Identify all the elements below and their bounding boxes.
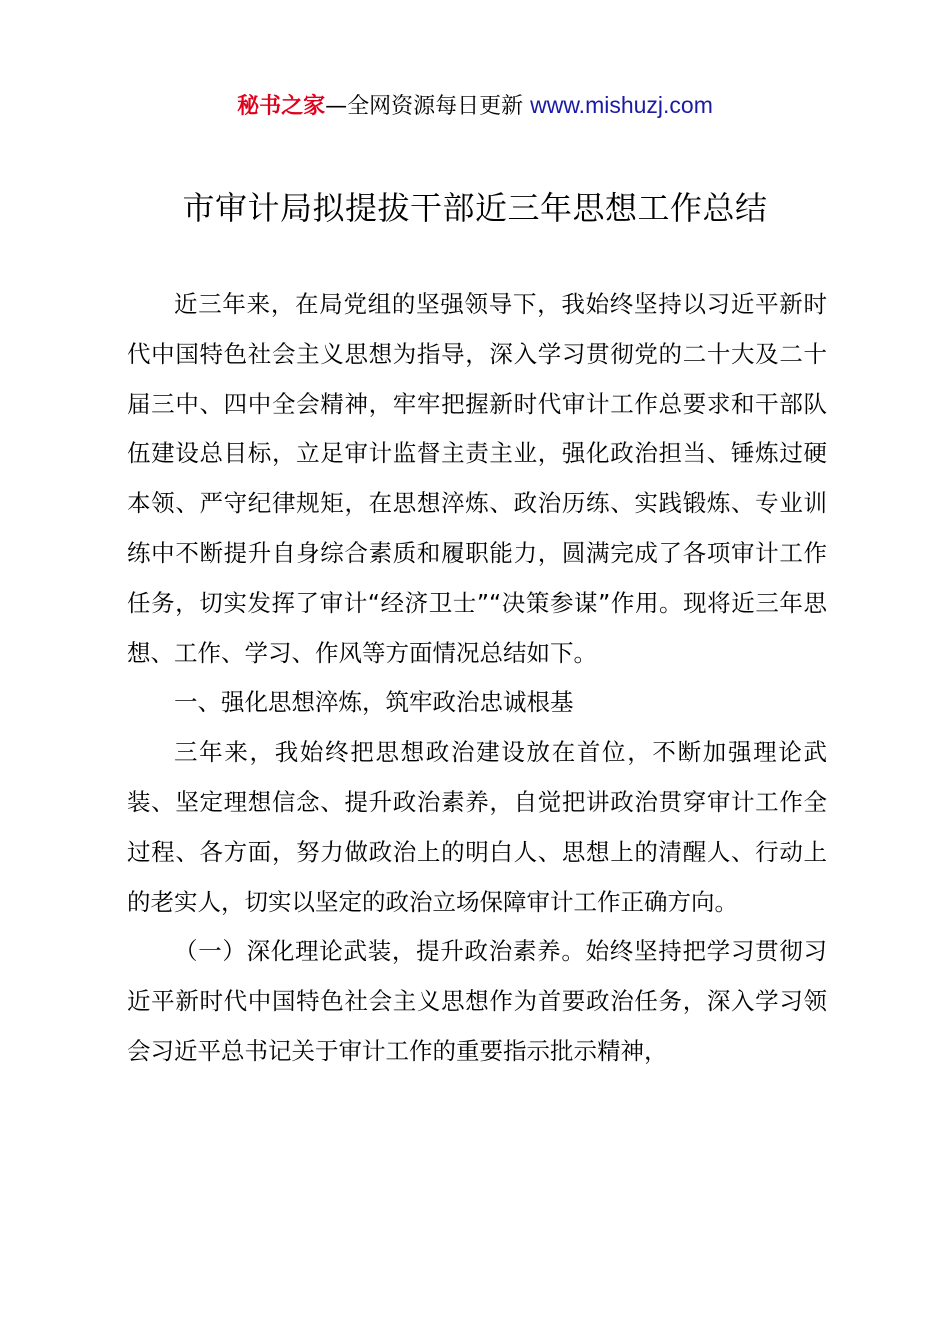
document-body	[127, 280, 827, 1077]
section-heading: 一、强化思想淬炼，筑牢政治忠诚根基	[174, 688, 574, 717]
subsection-paragraph: （一）深化理论武装，提升政治素养。始终坚持把学习贯彻习近平新时代中国特色社会主义思想作为首要政治任务，深入学习领会习近平总书记关于审计工作的重要指示批示精神，	[127, 937, 827, 1065]
site-header	[0, 90, 950, 122]
intro-paragraph: 近三年来，在局党组的坚强领导下，我始终坚持以习近平新时代中国特色社会主义思想为指导，深入学习贯彻党的二十大及二十届三中、四中全会精神，牢牢把握新时代审计工作总要求和干部队伍建设总目标，立足审计监督主责主业，强化政治担当、锤炼过硬本领、严守纪律规矩，在思想淬炼、政治历练、实践锻炼、专业训练中不断提升自身综合素质和履职能力，圆满完成了各项审计工作任务，切实发挥了审计“经济卫士”“决策参谋”作用。现将近三年思想、工作、学习、作风等方面情况总结如下。	[127, 290, 827, 667]
section-paragraph: 三年来，我始终把思想政治建设放在首位，不断加强理论武装、坚定理想信念、提升政治素养，自觉把讲政治贯穿审计工作全过程、各方面，努力做政治上的明白人、思想上的清醒人、行动上的老实人，切实以坚定的政治立场保障审计工作正确方向。	[127, 738, 827, 916]
site-brand: 秘书之家	[237, 94, 326, 119]
site-tagline: —全网资源每日更新	[325, 94, 531, 119]
document-title: 市审计局拟提拔干部近三年思想工作总结	[182, 189, 768, 227]
site-url[interactable]: www.mishuzj.com	[530, 92, 713, 118]
